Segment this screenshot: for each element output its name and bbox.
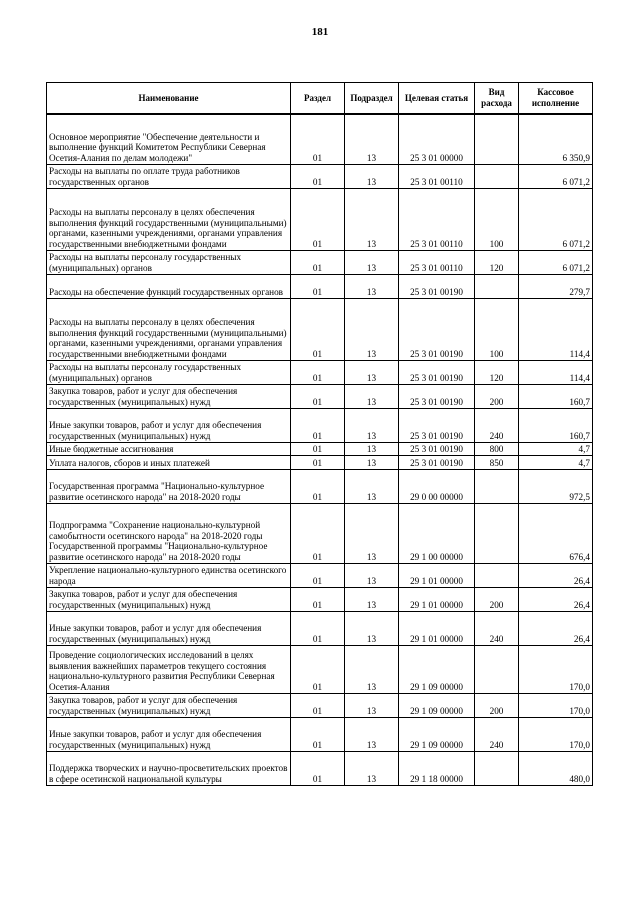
row-amount: 26,4 xyxy=(519,587,593,611)
row-target-article: 29 1 09 00000 xyxy=(399,693,475,717)
row-subsection: 13 xyxy=(345,717,399,751)
row-target-article: 25 3 01 00190 xyxy=(399,360,475,384)
row-target-article: 25 3 01 00190 xyxy=(399,408,475,442)
row-name: Расходы на выплаты персоналу в целях обеспечения выполнения функций государственными (муниципальными) органами, казенными учреждениями, органами управления государственными внебюджетными фондами xyxy=(47,298,291,360)
header-expense-type: Вид расхода xyxy=(475,83,519,115)
row-target-article: 29 1 01 00000 xyxy=(399,563,475,587)
row-expense-type: 240 xyxy=(475,611,519,645)
row-amount: 114,4 xyxy=(519,298,593,360)
table-row xyxy=(47,693,593,717)
row-amount: 6 071,2 xyxy=(519,250,593,274)
row-name: Проведение социологических исследований в целях выявления важнейших параметров текущего состояния национально-культурного развития Республики Северная Осетия-Алания xyxy=(47,645,291,693)
row-expense-type xyxy=(475,645,519,693)
row-name: Расходы на выплаты персоналу государственных (муниципальных) органов xyxy=(47,360,291,384)
row-section: 01 xyxy=(291,274,345,298)
row-section: 01 xyxy=(291,611,345,645)
row-target-article: 25 3 01 00110 xyxy=(399,164,475,188)
table-row xyxy=(47,164,593,188)
table-row xyxy=(47,611,593,645)
row-name: Государственная программа "Национально-культурное развитие осетинского народа" на 2018-2020 годы xyxy=(47,469,291,503)
header-section: Раздел xyxy=(291,83,345,115)
header-name: Наименование xyxy=(47,83,291,115)
table-row xyxy=(47,360,593,384)
row-subsection: 13 xyxy=(345,298,399,360)
row-amount: 4,7 xyxy=(519,455,593,469)
row-name: Иные закупки товаров, работ и услуг для обеспечения государственных (муниципальных) нужд xyxy=(47,717,291,751)
header-row xyxy=(47,83,593,115)
row-section: 01 xyxy=(291,751,345,785)
row-section: 01 xyxy=(291,408,345,442)
table-row xyxy=(47,188,593,250)
header-target-article: Целевая статья xyxy=(399,83,475,115)
row-subsection: 13 xyxy=(345,611,399,645)
row-section: 01 xyxy=(291,587,345,611)
row-amount: 160,7 xyxy=(519,408,593,442)
row-subsection: 13 xyxy=(345,250,399,274)
row-subsection: 13 xyxy=(345,164,399,188)
table-row xyxy=(47,384,593,408)
row-name: Закупка товаров, работ и услуг для обеспечения государственных (муниципальных) нужд xyxy=(47,587,291,611)
table-row xyxy=(47,587,593,611)
row-name: Расходы на выплаты по оплате труда работников государственных органов xyxy=(47,164,291,188)
row-expense-type: 200 xyxy=(475,693,519,717)
row-target-article: 25 3 01 00000 xyxy=(399,114,475,164)
row-target-article: 25 3 01 00110 xyxy=(399,250,475,274)
row-amount: 170,0 xyxy=(519,645,593,693)
row-name: Иные закупки товаров, работ и услуг для обеспечения государственных (муниципальных) нужд xyxy=(47,408,291,442)
row-amount: 26,4 xyxy=(519,611,593,645)
row-target-article: 29 0 00 00000 xyxy=(399,469,475,503)
row-expense-type xyxy=(475,751,519,785)
table-row xyxy=(47,645,593,693)
row-subsection: 13 xyxy=(345,442,399,455)
row-subsection: 13 xyxy=(345,563,399,587)
row-target-article: 25 3 01 00190 xyxy=(399,298,475,360)
row-expense-type xyxy=(475,469,519,503)
row-section: 01 xyxy=(291,455,345,469)
row-name: Иные закупки товаров, работ и услуг для обеспечения государственных (муниципальных) нужд xyxy=(47,611,291,645)
row-expense-type: 850 xyxy=(475,455,519,469)
row-amount: 480,0 xyxy=(519,751,593,785)
row-expense-type: 120 xyxy=(475,360,519,384)
row-expense-type: 800 xyxy=(475,442,519,455)
row-amount: 6 350,9 xyxy=(519,114,593,164)
row-section: 01 xyxy=(291,503,345,563)
row-subsection: 13 xyxy=(345,587,399,611)
row-name: Закупка товаров, работ и услуг для обеспечения государственных (муниципальных) нужд xyxy=(47,693,291,717)
row-target-article: 29 1 09 00000 xyxy=(399,645,475,693)
table-row xyxy=(47,114,593,164)
row-subsection: 13 xyxy=(345,188,399,250)
row-section: 01 xyxy=(291,563,345,587)
row-amount: 6 071,2 xyxy=(519,164,593,188)
row-subsection: 13 xyxy=(345,114,399,164)
row-subsection: 13 xyxy=(345,360,399,384)
row-expense-type: 120 xyxy=(475,250,519,274)
row-name: Основное мероприятие "Обеспечение деятельности и выполнение функций Комитетом Республики Северная Осетия-Алания по делам молодежи" xyxy=(47,114,291,164)
row-expense-type: 200 xyxy=(475,587,519,611)
row-expense-type xyxy=(475,274,519,298)
row-target-article: 29 1 18 00000 xyxy=(399,751,475,785)
table-body xyxy=(47,114,593,785)
row-section: 01 xyxy=(291,164,345,188)
row-target-article: 25 3 01 00190 xyxy=(399,274,475,298)
table-header xyxy=(47,83,593,115)
page-number: 181 xyxy=(311,26,329,38)
row-section: 01 xyxy=(291,250,345,274)
row-amount: 4,7 xyxy=(519,442,593,455)
table-row xyxy=(47,751,593,785)
row-target-article: 25 3 01 00190 xyxy=(399,384,475,408)
row-amount: 676,4 xyxy=(519,503,593,563)
row-section: 01 xyxy=(291,717,345,751)
row-target-article: 29 1 01 00000 xyxy=(399,611,475,645)
row-amount: 26,4 xyxy=(519,563,593,587)
row-expense-type xyxy=(475,563,519,587)
row-amount: 170,0 xyxy=(519,693,593,717)
row-amount: 279,7 xyxy=(519,274,593,298)
row-subsection: 13 xyxy=(345,274,399,298)
header-subsection: Подраздел xyxy=(345,83,399,115)
row-expense-type: 100 xyxy=(475,188,519,250)
row-section: 01 xyxy=(291,114,345,164)
row-amount: 972,5 xyxy=(519,469,593,503)
row-amount: 160,7 xyxy=(519,384,593,408)
row-expense-type xyxy=(475,164,519,188)
row-section: 01 xyxy=(291,188,345,250)
row-subsection: 13 xyxy=(345,693,399,717)
row-name: Подпрограмма "Сохранение национально-культурной самобытности осетинского народа" на 2018-2020 годы Государственной программы "Национально-культурное развитие осетинского народа" на 2018-2020 годы xyxy=(47,503,291,563)
row-subsection: 13 xyxy=(345,645,399,693)
row-expense-type: 200 xyxy=(475,384,519,408)
table-row xyxy=(47,298,593,360)
row-name: Укрепление национально-культурного единства осетинского народа xyxy=(47,563,291,587)
row-subsection: 13 xyxy=(345,384,399,408)
row-amount: 170,0 xyxy=(519,717,593,751)
row-section: 01 xyxy=(291,442,345,455)
table-row xyxy=(47,274,593,298)
row-name: Расходы на выплаты персоналу государственных (муниципальных) органов xyxy=(47,250,291,274)
row-name: Закупка товаров, работ и услуг для обеспечения государственных (муниципальных) нужд xyxy=(47,384,291,408)
table-row xyxy=(47,469,593,503)
row-subsection: 13 xyxy=(345,455,399,469)
row-name: Расходы на выплаты персоналу в целях обеспечения выполнения функций государственными (муниципальными) органами, казенными учреждениями, органами управления государственными внебюджетными фондами xyxy=(47,188,291,250)
row-expense-type: 100 xyxy=(475,298,519,360)
row-section: 01 xyxy=(291,693,345,717)
row-name: Расходы на обеспечение функций государственных органов xyxy=(47,274,291,298)
row-expense-type xyxy=(475,503,519,563)
row-name: Иные бюджетные ассигнования xyxy=(47,442,291,455)
row-subsection: 13 xyxy=(345,751,399,785)
row-amount: 6 071,2 xyxy=(519,188,593,250)
row-target-article: 29 1 00 00000 xyxy=(399,503,475,563)
table-row xyxy=(47,503,593,563)
row-section: 01 xyxy=(291,645,345,693)
row-expense-type xyxy=(475,114,519,164)
row-target-article: 25 3 01 00190 xyxy=(399,455,475,469)
row-amount: 114,4 xyxy=(519,360,593,384)
row-target-article: 29 1 09 00000 xyxy=(399,717,475,751)
budget-table xyxy=(46,82,593,786)
row-expense-type: 240 xyxy=(475,717,519,751)
row-subsection: 13 xyxy=(345,469,399,503)
table-row xyxy=(47,408,593,442)
row-section: 01 xyxy=(291,469,345,503)
row-section: 01 xyxy=(291,298,345,360)
table-row xyxy=(47,250,593,274)
row-expense-type: 240 xyxy=(475,408,519,442)
row-name: Уплата налогов, сборов и иных платежей xyxy=(47,455,291,469)
row-name: Поддержка творческих и научно-просветительских проектов в сфере осетинской национальной культуры xyxy=(47,751,291,785)
row-subsection: 13 xyxy=(345,408,399,442)
row-section: 01 xyxy=(291,360,345,384)
row-target-article: 25 3 01 00190 xyxy=(399,442,475,455)
table-row xyxy=(47,563,593,587)
row-section: 01 xyxy=(291,384,345,408)
row-subsection: 13 xyxy=(345,503,399,563)
table-row xyxy=(47,442,593,455)
table-row xyxy=(47,455,593,469)
row-target-article: 29 1 01 00000 xyxy=(399,587,475,611)
header-cash-execution: Кассовое исполнение xyxy=(519,83,593,115)
table-row xyxy=(47,717,593,751)
row-target-article: 25 3 01 00110 xyxy=(399,188,475,250)
